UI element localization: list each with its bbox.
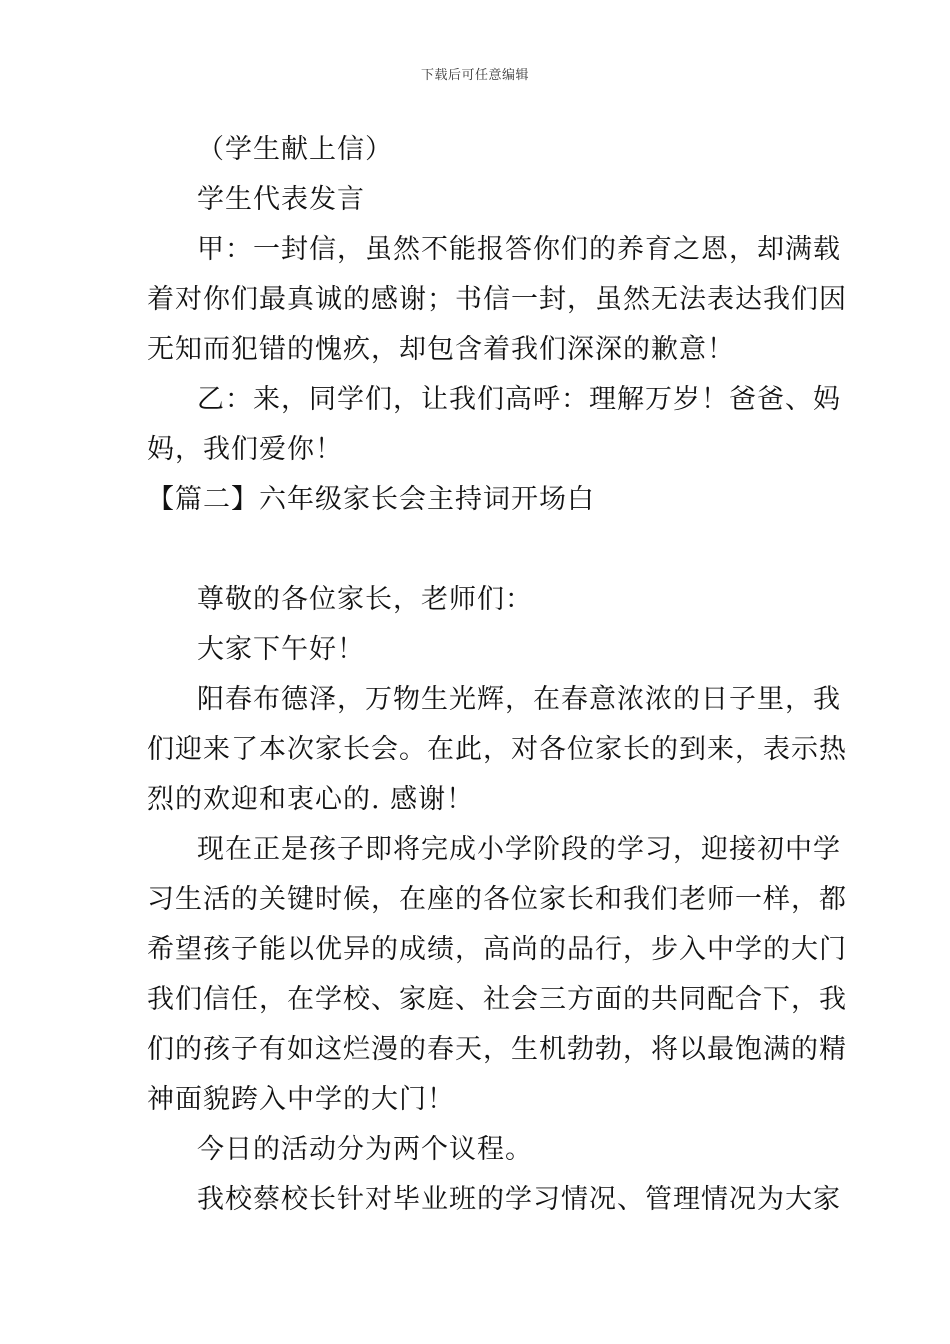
paragraph-line: 甲：一封信，虽然不能报答你们的养育之恩，却满载 [197,234,841,265]
paragraph-line: 们迎来了本次家长会。在此，对各位家长的到来，表示热 [147,734,847,765]
paragraph-line: 们的孩子有如这烂漫的春天，生机勃勃，将以最饱满的精 [147,1034,847,1065]
paragraph-line: 现在正是孩子即将完成小学阶段的学习，迎接初中学 [197,834,841,865]
paragraph-line: 今日的活动分为两个议程。 [197,1134,533,1165]
paragraph-line: 我校蔡校长针对毕业班的学习情况、管理情况为大家 [197,1184,841,1215]
paragraph-line: 学生代表发言 [197,184,365,215]
greeting: 大家下午好！ [197,634,365,665]
paragraph-line: 希望孩子能以优异的成绩，高尚的品行，步入中学的大门 [147,934,847,965]
section-heading: 【篇二】六年级家长会主持词开场白 [147,484,595,515]
paragraph-line: 乙：来，同学们，让我们高呼：理解万岁！爸爸、妈 [197,384,841,415]
stage-direction: （学生献上信） [197,134,393,165]
page-header: 下载后可任意编辑 [420,68,529,83]
paragraph-line: 习生活的关键时候，在座的各位家长和我们老师一样，都 [147,884,847,915]
paragraph-line: 神面貌跨入中学的大门！ [147,1084,455,1115]
salutation: 尊敬的各位家长，老师们： [197,584,533,615]
paragraph-line: 着对你们最真诚的感谢；书信一封，虽然无法表达我们因 [147,284,847,315]
paragraph-line: 阳春布德泽，万物生光辉，在春意浓浓的日子里，我 [197,684,841,715]
paragraph-line: 妈，我们爱你！ [147,434,343,465]
paragraph-line: 无知而犯错的愧疚，却包含着我们深深的歉意！ [147,334,735,365]
paragraph-line: 烈的欢迎和衷心的. 感谢！ [147,784,475,815]
paragraph-line: 我们信任，在学校、家庭、社会三方面的共同配合下，我 [147,984,847,1015]
